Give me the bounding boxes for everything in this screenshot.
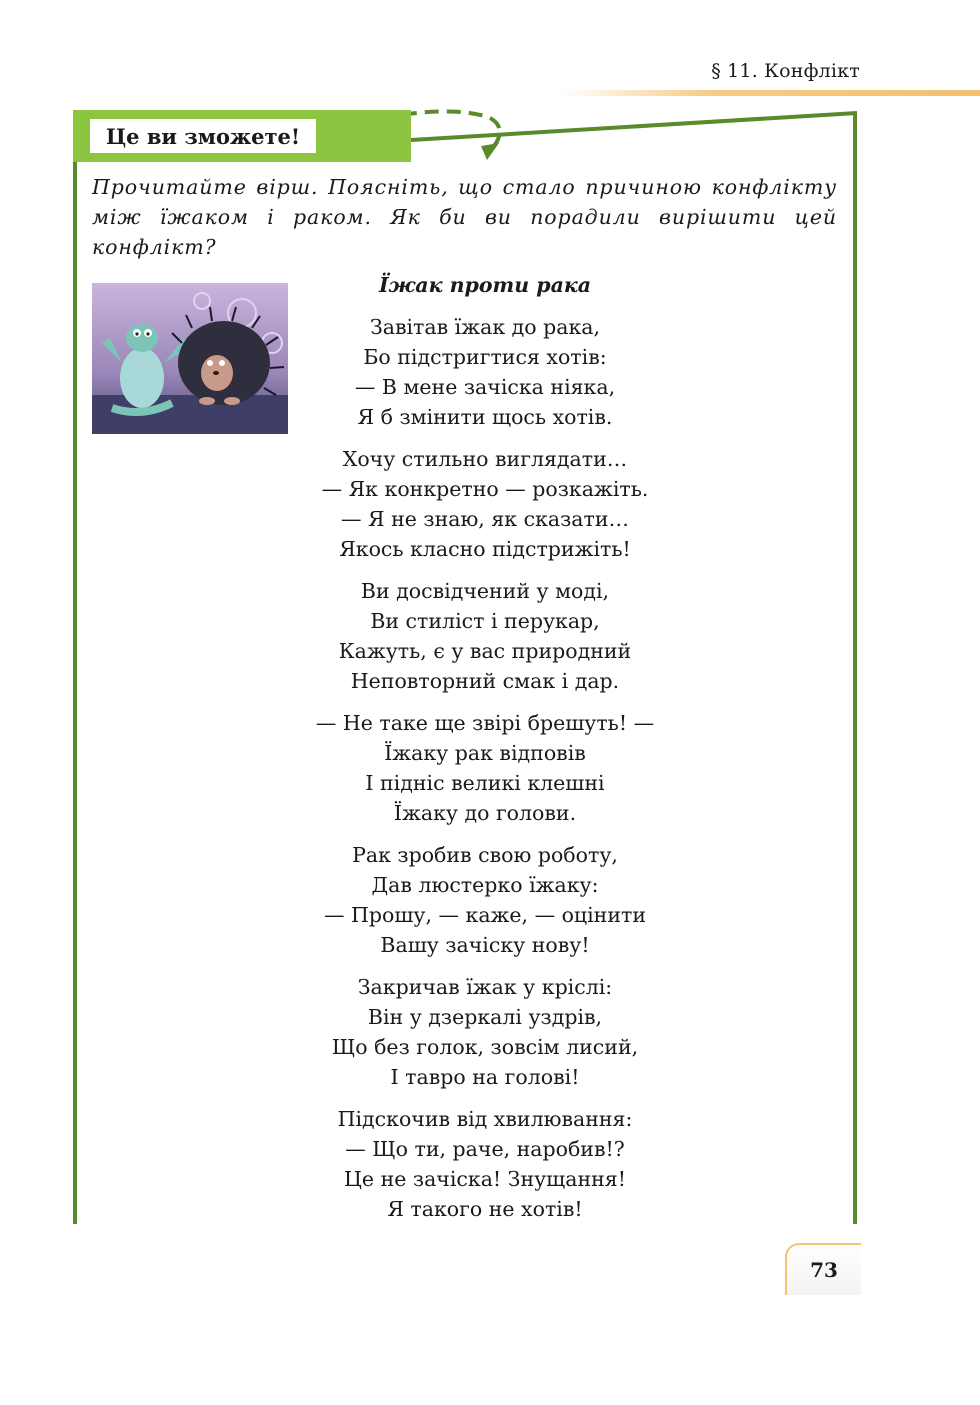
poem-line: Кажуть, є у вас природний	[338, 639, 632, 663]
poem-stanza	[215, 708, 755, 828]
poem-line: Я такого не хотів!	[387, 1197, 583, 1221]
poem-line: Якось класно підстрижіть!	[339, 537, 631, 561]
poem-line: Завітав їжак до рака,	[369, 315, 601, 339]
poem-line: Дав люстерко їжаку:	[371, 873, 599, 897]
poem-stanza	[215, 1104, 755, 1224]
poem-line: — Не таке ще звірі брешуть! —	[315, 711, 655, 735]
task-badge-label: Це ви зможете!	[90, 119, 316, 153]
poem	[215, 270, 755, 1224]
poem-line: Хочу стильно виглядати…	[342, 447, 628, 471]
poem-line: — В мене зачіска ніяка,	[354, 375, 616, 399]
poem-line: — Як конкретно — розкажіть.	[321, 477, 649, 501]
poem-line: — Що ти, раче, наробив!?	[345, 1137, 625, 1161]
poem-stanza	[215, 972, 755, 1092]
poem-line: І підніс великі клешні	[365, 771, 605, 795]
poem-line: — Прошу, — каже, — оцінити	[323, 903, 646, 927]
poem-line: Вашу зачіску нову!	[380, 933, 590, 957]
poem-title: Їжак проти рака	[378, 273, 592, 297]
poem-line: Неповторний смак і дар.	[350, 669, 620, 693]
poem-line: Їжаку рак відповів	[384, 741, 586, 765]
poem-line: — Я не знаю, як сказати…	[340, 507, 630, 531]
poem-line: Закричав їжак у кріслі:	[357, 975, 613, 999]
poem-line: І тавро на голові!	[390, 1065, 580, 1089]
poem-stanza	[215, 312, 755, 432]
poem-line: Я б змінити щось хотів.	[357, 405, 613, 429]
poem-stanza	[215, 576, 755, 696]
task-badge	[73, 110, 411, 162]
poem-stanza	[215, 840, 755, 960]
poem-line: Це не зачіска! Знущання!	[344, 1167, 626, 1191]
poem-line: Підскочив від хвилювання:	[337, 1107, 633, 1131]
poem-line: Що без голок, зовсім лисий,	[331, 1035, 639, 1059]
poem-line: Рак зробив свою роботу,	[352, 843, 618, 867]
poem-line: Бо підстригтися хотів:	[363, 345, 607, 369]
poem-line: Їжаку до голови.	[393, 801, 577, 825]
page-number: 73	[785, 1243, 861, 1295]
poem-line: Він у дзеркалі уздрів,	[367, 1005, 603, 1029]
poem-stanza	[215, 444, 755, 564]
task-instruction: Прочитайте вірш. Поясніть, що стало причиною конфлікту між їжаком і раком. Як би ви порадили вирішити цей конфлікт?	[92, 175, 837, 259]
section-header: § 11. Конфлікт	[711, 60, 860, 82]
poem-line: Ви досвідчений у моді,	[360, 579, 610, 603]
poem-line: Ви стиліст і перукар,	[370, 609, 600, 633]
